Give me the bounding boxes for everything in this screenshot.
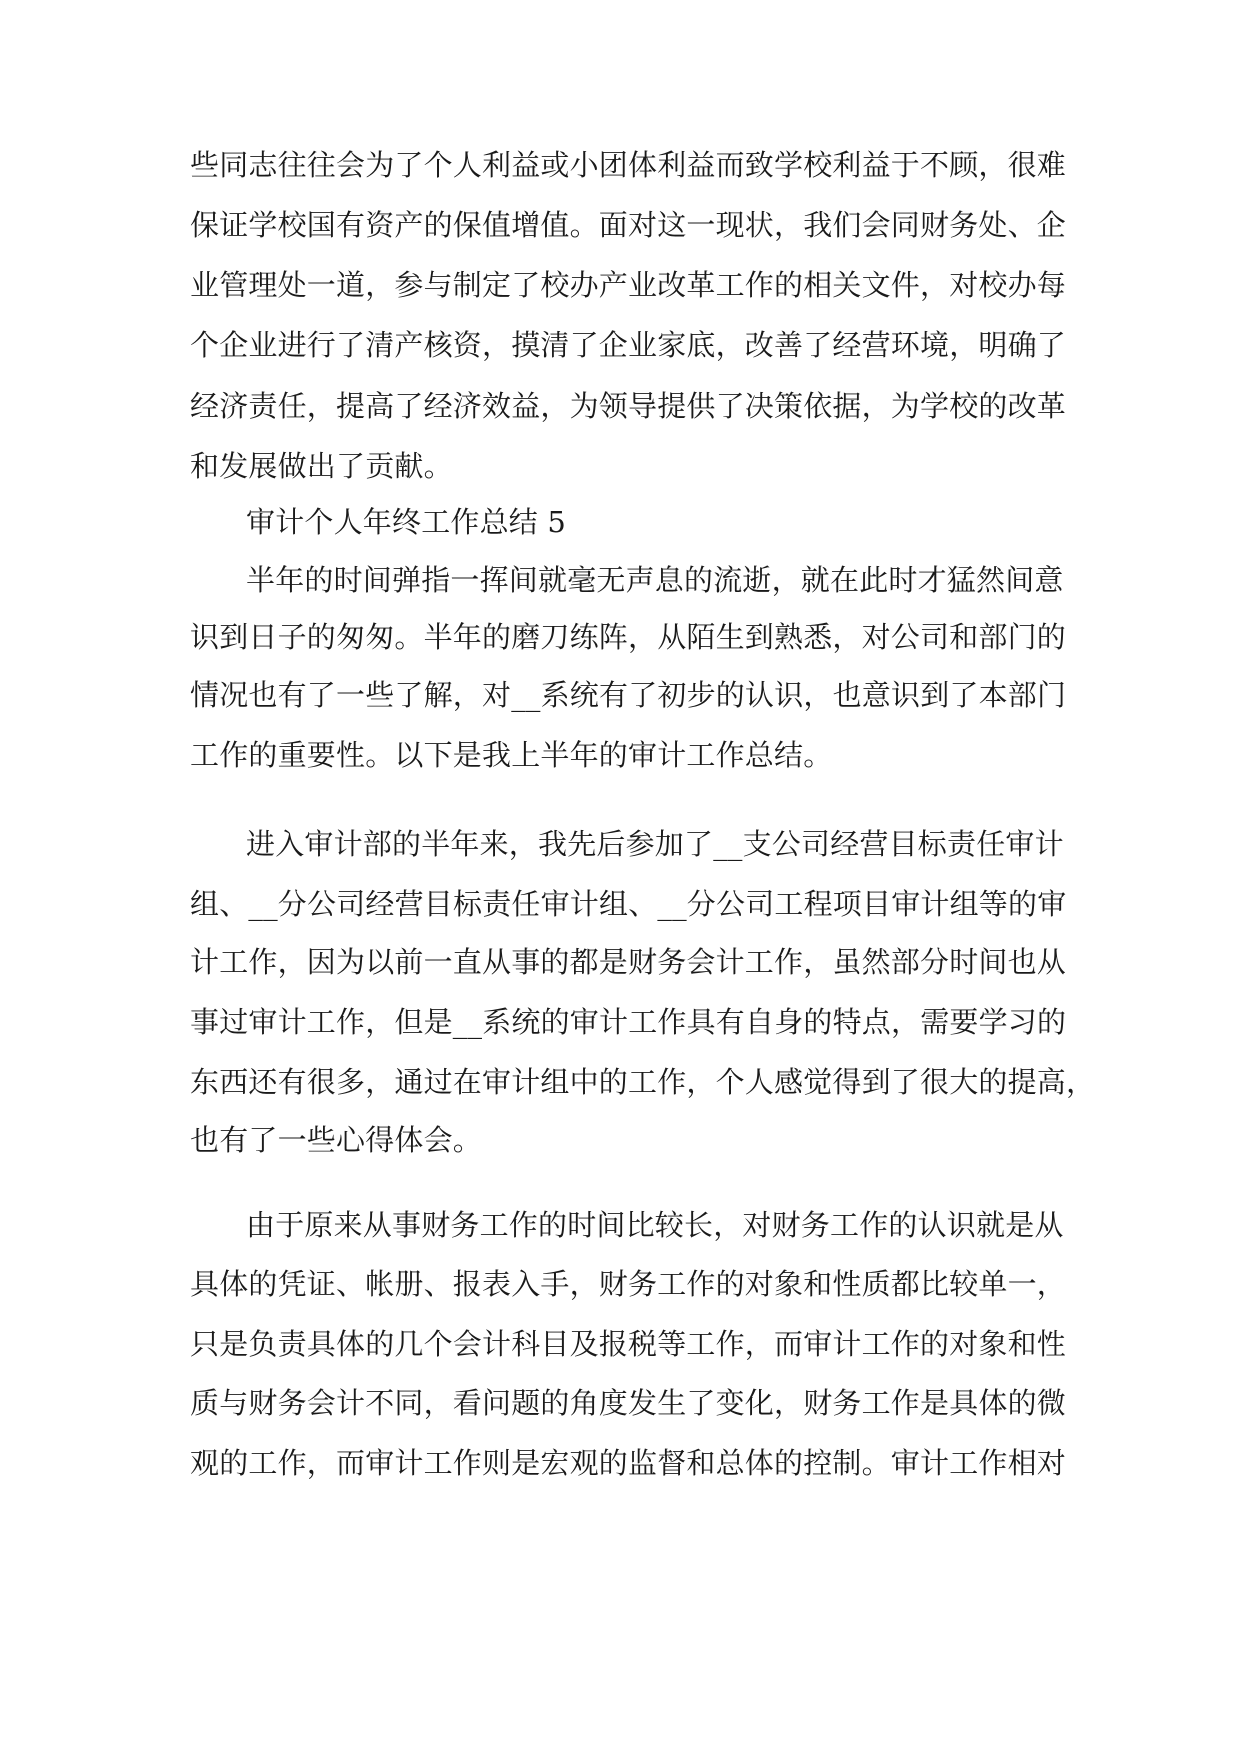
text-line: 情况也有了一些了解，对__系统有了初步的认识，也意识到了本部门 xyxy=(190,678,1067,712)
text-line: 东西还有很多，通过在审计组中的工作，个人感觉得到了很大的提高， xyxy=(190,1065,1096,1099)
text-line: 观的工作，而审计工作则是宏观的监督和总体的控制。审计工作相对 xyxy=(190,1446,1067,1480)
text-line: 组、__分公司经营目标责任审计组、__分公司工程项目审计组等的审 xyxy=(190,887,1067,921)
text-line: 经济责任，提高了经济效益，为领导提供了决策依据，为学校的改革 xyxy=(190,389,1067,423)
text-line: 和发展做出了贡献。 xyxy=(190,449,453,483)
text-line: 些同志往往会为了个人利益或小团体利益而致学校利益于不顾，很难 xyxy=(190,148,1067,182)
text-line: 质与财务会计不同，看问题的角度发生了变化，财务工作是具体的微 xyxy=(190,1386,1067,1420)
text-line: 识到日子的匆匆。半年的磨刀练阵，从陌生到熟悉，对公司和部门的 xyxy=(190,620,1067,654)
text-line: 业管理处一道，参与制定了校办产业改革工作的相关文件，对校办每 xyxy=(190,268,1067,302)
text-line: 半年的时间弹指一挥间就毫无声息的流逝，就在此时才猛然间意 xyxy=(246,563,1064,597)
text-line: 具体的凭证、帐册、报表入手，财务工作的对象和性质都比较单一， xyxy=(190,1267,1067,1301)
text-line: 进入审计部的半年来，我先后参加了__支公司经营目标责任审计 xyxy=(246,827,1064,861)
text-line: 只是负责具体的几个会计科目及报税等工作，而审计工作的对象和性 xyxy=(190,1327,1067,1361)
text-line: 保证学校国有资产的保值增值。面对这一现状，我们会同财务处、企 xyxy=(190,208,1067,242)
text-line: 也有了一些心得体会。 xyxy=(190,1123,483,1157)
text-line: 工作的重要性。以下是我上半年的审计工作总结。 xyxy=(190,738,833,772)
text-line: 事过审计工作，但是__系统的审计工作具有自身的特点，需要学习的 xyxy=(190,1005,1067,1039)
text-line: 计工作，因为以前一直从事的都是财务会计工作，虽然部分时间也从 xyxy=(190,945,1067,979)
text-line: 个企业进行了清产核资，摸清了企业家底，改善了经营环境，明确了 xyxy=(190,328,1067,362)
section-heading: 审计个人年终工作总结 5 xyxy=(246,505,567,539)
text-line: 由于原来从事财务工作的时间比较长，对财务工作的认识就是从 xyxy=(246,1208,1064,1242)
